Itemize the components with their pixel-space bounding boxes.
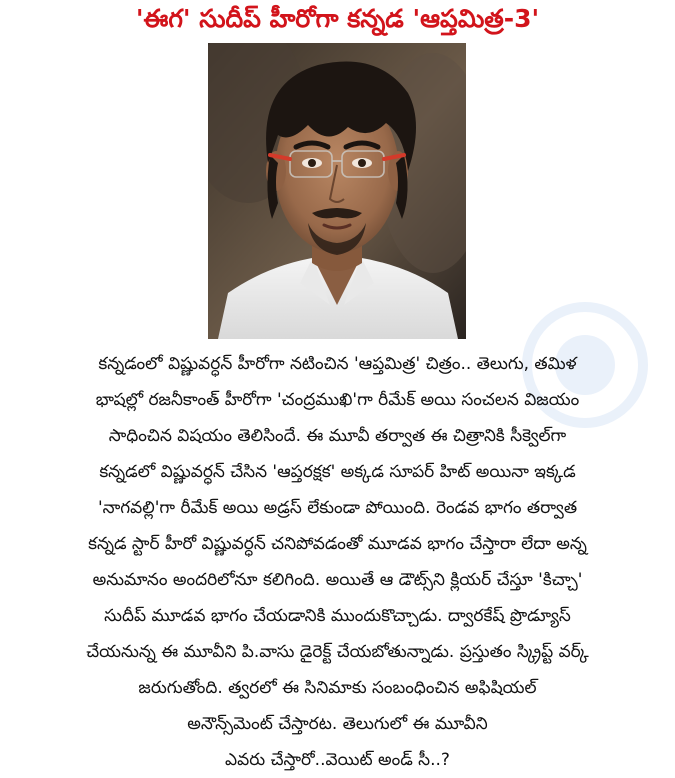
article-line: అనుమానం అందరిలోనూ కలిగింది. అయితే ఆ డౌట్స్‌ని క్లియర్ చేస్తూ 'కిచ్చా'	[92, 570, 583, 590]
article-line: చేయనున్న ఈ మూవీని పి.వాసు డైరెక్ట్ చేయబోతున్నాడు. ప్రస్తుతం స్క్రిప్ట్ వర్క్	[86, 642, 589, 662]
portrait-photo	[208, 43, 466, 339]
article-line: కన్నడ స్టార్ హీరో విష్ణువర్ధన్ చనిపోవడంతో మూడవ భాగం చేస్తారా లేదా అన్న	[88, 534, 587, 554]
article-line: ఎవరు చేస్తారో..వెయిట్ అండ్ సీ..?	[225, 750, 450, 770]
article-line: జరుగుతోంది. త్వరలో ఈ సినిమాకు సంబంధించిన అఫిషియల్	[138, 678, 537, 698]
article-headline: 'ఈగ' సుదీప్ హీరోగా కన్నడ 'ఆప్తమిత్ర-3'	[135, 4, 540, 33]
article-line: సుదీప్ మూడవ భాగం చేయడానికి ముందుకొచ్చాడు. ద్వారకేష్ ప్రొడ్యూస్	[104, 606, 571, 626]
article-line: భాషల్లో రజనీకాంత్ హీరోగా 'చంద్రముఖి'గా రీమేక్ అయి సంచలన విజయం	[95, 390, 580, 410]
article-body	[0, 346, 675, 778]
article-line: కన్నడలో విష్ణువర్ధన్ చేసిన 'ఆప్తరక్షక' అక్కడ సూపర్ హిట్ అయినా ఇక్కడ	[99, 462, 576, 482]
portrait-illustration	[208, 43, 466, 339]
article-line: కన్నడంలో విష్ణువర్ధన్ హీరోగా నటించిన 'ఆప్తమిత్ర' చిత్రం.. తెలుగు, తమిళ	[98, 354, 577, 374]
article-line: అనౌన్స్‌మెంట్ చేస్తారట. తెలుగులో ఈ మూవీని	[187, 714, 488, 734]
article-line: 'నాగవల్లి'గా రీమేక్ అయి అడ్రస్ లేకుండా పోయింది. రెండవ భాగం తర్వాత	[97, 498, 578, 518]
article-line: సాధించిన విషయం తెలిసిందే. ఈ మూవీ తర్వాత ఈ చిత్రానికి సీక్వెల్‌గా	[108, 426, 567, 446]
